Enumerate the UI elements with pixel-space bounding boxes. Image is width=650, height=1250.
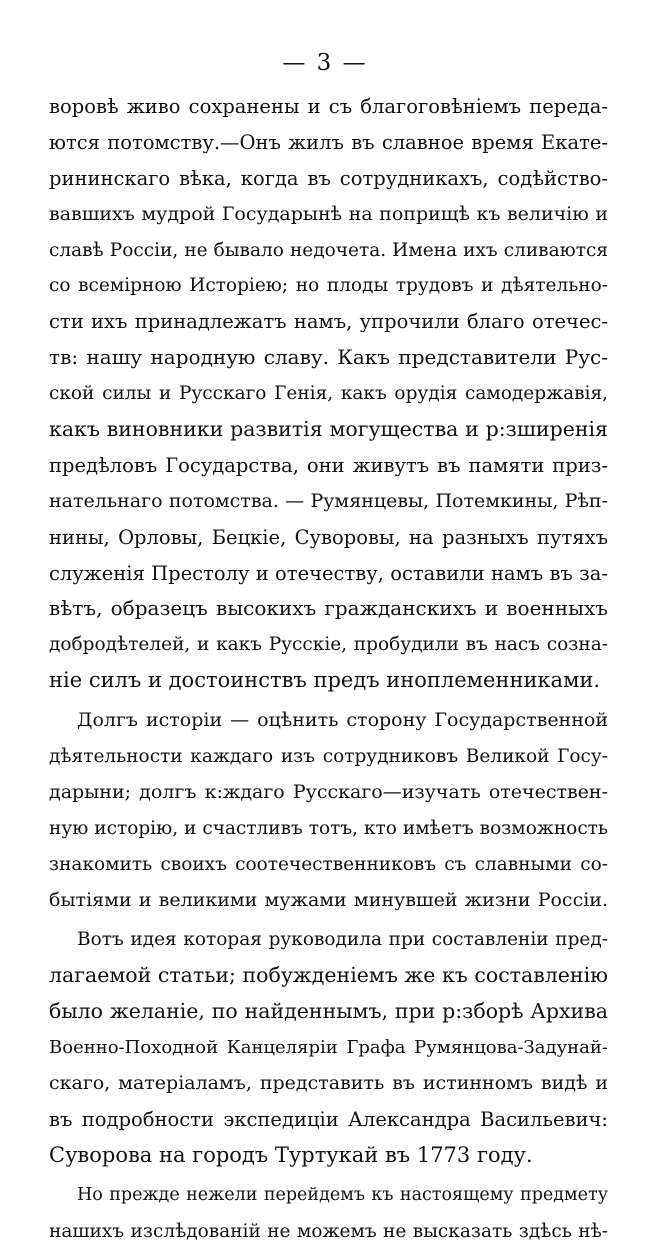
text-line: знакомить своихъ соотечественниковъ съ славными со- [49,853,608,875]
text-line: вѣтъ, образецъ высокихъ гражданскихъ и военныхъ [49,596,608,621]
text-line: ную исторію, и счастливъ тотъ, кто имѣетъ возможность [49,817,608,839]
paragraph-2 [49,703,608,918]
paragraph-4 [49,1178,608,1250]
text-line: рининскаго вѣка, когда въ сотрудникахъ, содѣйство- [49,166,608,190]
text-line: нательнаго потомства. — Румянцевы, Потемкины, Рѣп- [49,489,608,512]
text-line: тв: нашу народную славу. Какъ представители Рус- [49,345,608,370]
paragraph-1 [49,89,608,699]
paragraph-3 [49,922,608,1173]
text-line: Вотъ идея которая руководила при составленіи пред- [77,929,608,951]
text-line: со всемірною Исторіею; но плоды трудовъ и дѣятельно- [49,275,608,297]
body-text [49,89,608,1250]
text-line: ніе силъ и достоинствъ предъ иноплеменниками. [49,668,601,693]
text-line: какъ виновники развитія могущества и р:зширенія [49,417,608,442]
text-line: скаго, матеріаламъ, представить въ истинномъ видѣ и [49,1072,608,1095]
text-line: вавшихъ мудрой Государынѣ на поприщѣ къ величію и [49,202,608,225]
text-line: нины, Орловы, Бецкіе, Суворовы, на разныхъ путяхъ [49,525,608,549]
text-line: сти ихъ принадлежатъ намъ, упрочили благо отечес- [49,310,608,334]
text-line: бытіями и великими мужами минувшей жизни Россіи. [49,888,608,911]
text-line: Суворова на городъ Туртукай въ 1773 году. [49,1142,533,1167]
text-line: ются потомству.—Онъ жилъ въ славное время Екате- [49,130,608,154]
text-line: добродѣтелей, и какъ Русскіе, пробудили въ насъ созна- [49,634,608,656]
page-number: — 3 — [282,50,368,76]
text-line: было желаніе, по найденнымъ, при р:зборѣ Архива [49,999,608,1024]
text-line: Долгъ исторіи — оцѣнить сторону Государственной [77,709,608,732]
text-line: дарыни; долгъ к:ждаго Русскаго—изучать отечествен- [49,780,608,803]
text-line: славѣ Россіи, не бывало недочета. Имена ихъ сливаются [49,239,608,261]
text-line: Но прежде нежели перейдемъ къ настоящему предмету [77,1184,608,1205]
text-line: дѣятельности каждаго изъ сотрудниковъ Великой Госу- [49,746,608,768]
text-line: предѣловъ Государства, они живутъ въ памяти приз- [49,453,608,477]
text-line: нашихъ изслѣдованій не можемъ не высказать здѣсь нѣ- [49,1220,608,1242]
text-line: въ подробности экспедиціи Александра Васильевич: [49,1107,608,1131]
text-line: служенія Престолу и отечеству, оставили намъ въ за- [49,561,608,585]
text-line: воровѣ живо сохранены и съ благоговѣніемъ переда- [49,95,608,118]
text-line: Военно-Походной Канцеляріи Графа Румянцова-Задунай- [49,1037,608,1059]
text-line: лагаемой статьи; побужденіемъ же къ составленію [49,963,608,988]
text-line: ской силы и Русскаго Генія, какъ орудія самодержавія, [49,383,608,405]
